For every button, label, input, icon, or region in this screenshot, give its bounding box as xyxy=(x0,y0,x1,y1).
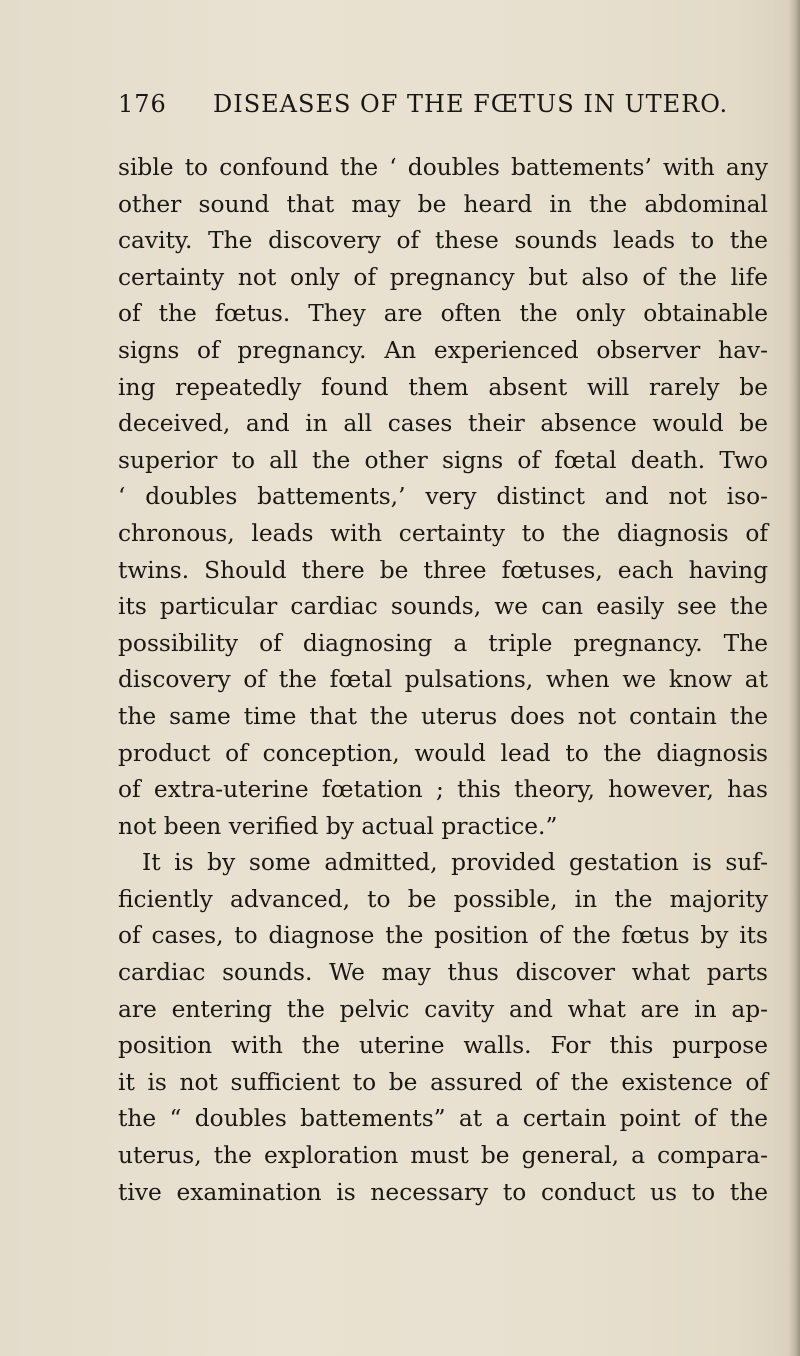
text-line: signs of pregnancy. An experienced observer hav- xyxy=(118,336,768,364)
text-line: ‘ doubles battements,’ very distinct and not iso- xyxy=(118,483,768,511)
text-line: are entering the pelvic cavity and what are in ap- xyxy=(118,995,768,1023)
text-line: ing repeatedly found them absent will rarely be xyxy=(118,373,768,401)
chapter-title: DISEASES OF THE FŒTUS IN UTERO. xyxy=(213,90,729,118)
text-line: position with the uterine walls. For this purpose xyxy=(118,1032,768,1060)
text-line: the same time that the uterus does not contain the xyxy=(118,702,768,730)
text-line: sible to confound the ‘ doubles battements’ with any xyxy=(118,154,768,181)
text-line: it is not sufficient to be assured of the existence of xyxy=(118,1068,768,1096)
text-line: cardiac sounds. We may thus discover what parts xyxy=(118,959,768,987)
text-line: other sound that may be heard in the abdominal xyxy=(118,190,768,218)
text-line: certainty not only of pregnancy but also of the life xyxy=(118,263,768,291)
text-line: deceived, and in all cases their absence would be xyxy=(118,410,768,438)
running-head xyxy=(118,90,729,126)
text-line: possibility of diagnosing a triple pregnancy. The xyxy=(118,629,768,657)
text-line: uterus, the exploration must be general, a compara- xyxy=(118,1142,768,1170)
text-line: twins. Should there be three fœtuses, each having xyxy=(118,556,768,584)
text-line: discovery of the fœtal pulsations, when we know at xyxy=(118,666,768,694)
text-line: tive examination is necessary to conduct us to the xyxy=(118,1178,768,1206)
text-line: ficiently advanced, to be possible, in the majority xyxy=(118,885,768,913)
text-line: product of conception, would lead to the diagnosis xyxy=(118,739,768,767)
page-edge-shadow xyxy=(788,0,800,1356)
text-line: of the fœtus. They are often the only obtainable xyxy=(118,300,768,328)
text-line: chronous, leads with certainty to the diagnosis of xyxy=(118,519,768,547)
body-text xyxy=(118,150,768,1211)
text-line: its particular cardiac sounds, we can easily see the xyxy=(118,593,768,621)
text-line: superior to all the other signs of fœtal death. Two xyxy=(118,446,768,474)
text-line: of cases, to diagnose the position of the fœtus by its xyxy=(118,922,768,950)
paragraph-first-line: It is by some admitted, provided gestation is suf- xyxy=(142,849,768,877)
text-line: of extra-uterine fœtation ; this theory, however, has xyxy=(118,776,768,804)
text-line: the “ doubles battements” at a certain point of the xyxy=(118,1105,768,1133)
text-line: cavity. The discovery of these sounds leads to the xyxy=(118,227,768,255)
page-number: 176 xyxy=(118,90,167,118)
paragraph-end-line: not been verified by actual practice.” xyxy=(118,812,558,840)
